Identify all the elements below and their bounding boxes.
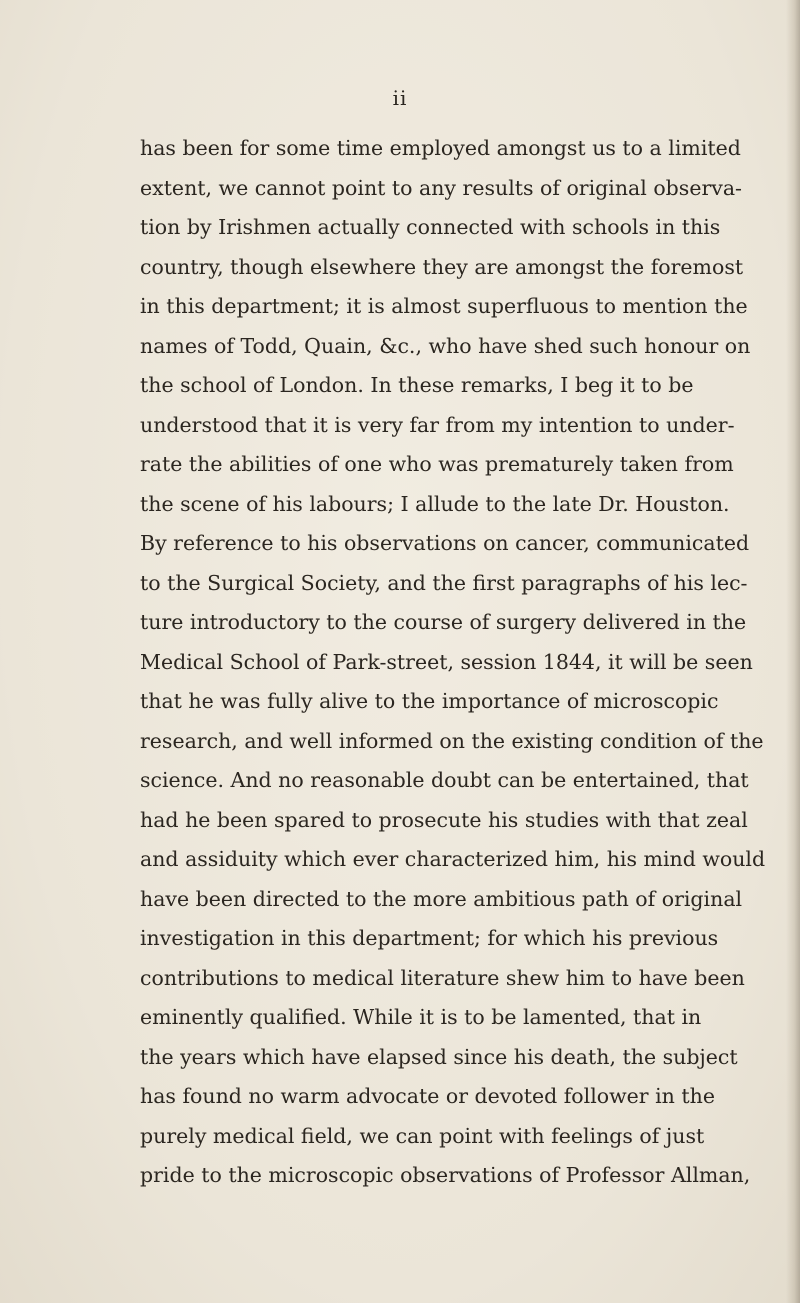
text-line: has found no warm advocate or devoted follower in the: [140, 1084, 715, 1108]
text-line: investigation in this department; for which his previous: [140, 926, 719, 950]
text-line: Medical School of Park-street, session 1844, it will be seen: [140, 649, 753, 674]
text-line: science. And no reasonable doubt can be entertained, that: [140, 768, 749, 792]
text-line: ture introductory to the course of surgery delivered in the: [140, 610, 747, 634]
text-line: the school of London. In these remarks, I beg it to be: [140, 373, 694, 397]
text-line: contributions to medical literature shew him to have been: [140, 965, 745, 990]
text-line: names of Todd, Quain, &c., who have shed such honour on: [140, 333, 751, 358]
text-line: have been directed to the more ambitious path of original: [140, 886, 743, 911]
text-line: pride to the microscopic observations of Professor Allman,: [140, 1163, 751, 1187]
text-line: By reference to his observations on cancer, communicated: [140, 531, 750, 555]
text-line: that he was fully alive to the importance of microscopic: [140, 689, 719, 713]
text-line: research, and well informed on the existing condition of the: [140, 728, 764, 753]
text-line: to the Surgical Society, and the first paragraphs of his lec-: [140, 570, 748, 595]
text-line: the scene of his labours; I allude to the late Dr. Houston.: [140, 491, 730, 516]
text-line: country, though elsewhere they are amongst the foremost: [140, 254, 744, 279]
text-line: has been for some time employed amongst us to a limited: [140, 136, 741, 160]
text-line: had he been spared to prosecute his studies with that zeal: [140, 807, 748, 832]
text-line: the years which have elapsed since his death, the subject: [140, 1044, 738, 1069]
text-line: tion by Irishmen actually connected with schools in this: [140, 215, 721, 239]
text-line: understood that it is very far from my intention to under-: [140, 412, 735, 437]
text-line: extent, we cannot point to any results of original observa-: [140, 175, 742, 200]
text-line: purely medical field, we can point with feelings of just: [140, 1123, 705, 1148]
text-line: rate the abilities of one who was prematurely taken from: [140, 452, 734, 476]
text-line: eminently qualified. While it is to be lamented, that in: [140, 1005, 702, 1029]
text-line: and assiduity which ever characterized him, his mind would: [140, 847, 766, 871]
body-text: [140, 129, 766, 1196]
page-number: ii: [392, 86, 408, 110]
text-line: in this department; it is almost superfluous to mention the: [140, 294, 748, 318]
page-edge-shadow: [786, 0, 800, 1303]
